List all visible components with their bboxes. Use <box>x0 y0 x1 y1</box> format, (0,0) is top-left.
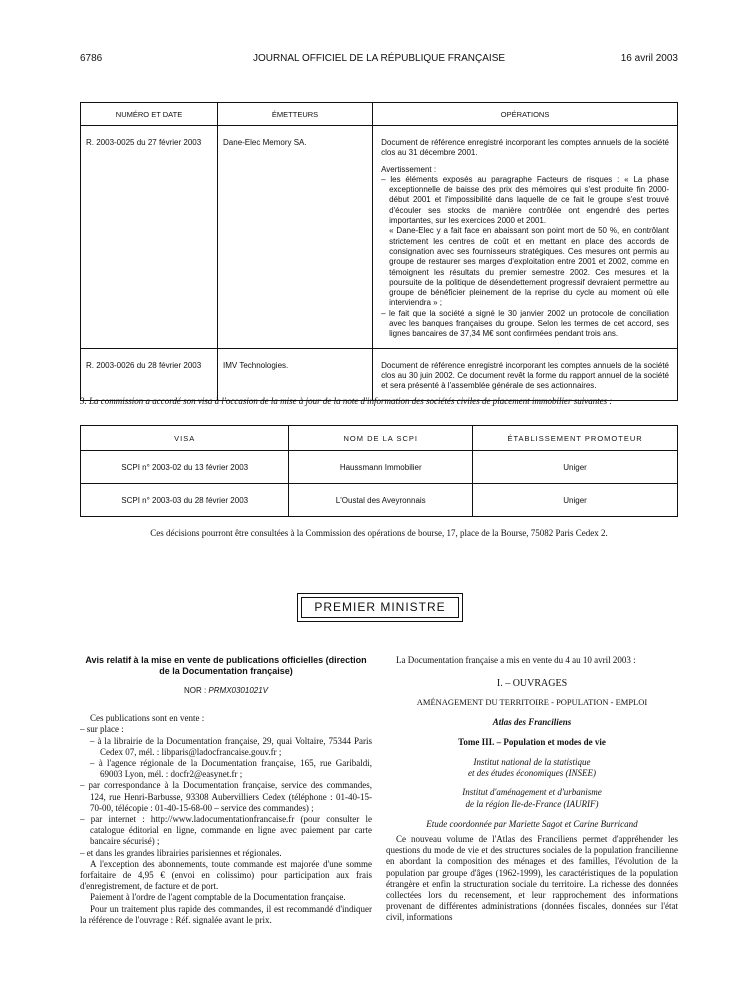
author-institution: Institut d'aménagement et d'urbanisme <box>462 787 602 798</box>
book-title: Atlas des Franciliens <box>492 716 572 727</box>
book-volume: Tome III. – Population et modes de vie <box>458 736 606 747</box>
col-header-operations: OPÉRATIONS <box>373 103 678 126</box>
cell-visa: SCPI n° 2003-03 du 28 février 2003 <box>81 484 289 517</box>
cell-operation: Document de référence enregistré incorporant les comptes annuels de la société clos au 30 juin 2002. Ce document revêt la forme du rapport annuel de la société et sera présenté à l'assemblée générale de ses actionnaires. <box>373 348 678 400</box>
decisions-paragraph: Ces décisions pourront être consultées à la Commission des opérations de bourse, 17, place de la Bourse, 75082 Paris Cedex 2. <box>150 528 608 538</box>
left-column <box>80 655 372 926</box>
list-item: – par correspondance à la Documentation française, service des commandes, 124, rue Henri-Barbusse, 93308 Aubervilliers Cedex (téléphone : 01-40-15-70-00, télécopie : 01-40-15-68-00 – service des commandes) ; <box>80 780 372 813</box>
author-institution: de la région Ile-de-France (IAURIF) <box>465 798 599 809</box>
nor-code: PRMX0301021V <box>208 686 269 695</box>
author-institution: Institut national de la statistique <box>473 757 591 768</box>
scpi-table <box>80 425 678 517</box>
op-intro: Document de référence enregistré incorporant les comptes annuels de la société clos au 31 décembre 2001. <box>381 138 669 158</box>
table-header-row <box>81 426 678 451</box>
table-row <box>81 348 678 400</box>
issue-date: 16 avril 2003 <box>620 53 678 64</box>
nor-reference: NOR : PRMX0301021V <box>183 686 269 695</box>
coordination-credit: Etude coordonnée par Mariette Sagot et Carine Burricand <box>426 818 638 829</box>
paragraph: A l'exception des abonnements, toute commande est majorée d'une somme forfaitaire de 4,95 € (envoi en colissimo) pour participation aux frais d'enregistrement, de facture et de port. <box>80 858 372 892</box>
cell-numero: R. 2003-0026 du 28 février 2003 <box>81 348 218 400</box>
table-row <box>81 126 678 349</box>
section-title-box <box>297 593 463 622</box>
table-header-row <box>81 103 678 126</box>
cell-operation <box>373 126 678 349</box>
cell-nom: L'Oustal des Aveyronnais <box>289 484 473 517</box>
journal-title: JOURNAL OFFICIEL DE LA RÉPUBLIQUE FRANÇAISE <box>252 53 506 64</box>
table-row <box>81 484 678 517</box>
cell-nom: Haussmann Immobilier <box>289 451 473 484</box>
list-item: – et dans les grandes librairies parisiennes et régionales. <box>80 847 282 858</box>
cell-promoteur: Uniger <box>473 484 678 517</box>
paragraph: Ces publications sont en vente : <box>90 713 205 724</box>
right-column <box>386 655 678 924</box>
table-row <box>81 451 678 484</box>
operations-table <box>80 102 678 401</box>
col-header-emetteurs: ÉMETTEURS <box>218 103 373 126</box>
col-header-numero: NUMÉRO ET DATE <box>81 103 218 126</box>
cell-numero: R. 2003-0025 du 27 février 2003 <box>81 126 218 349</box>
subsection-heading: AMÉNAGEMENT DU TERRITOIRE - POPULATION - EMPLOI <box>416 697 648 708</box>
paragraph: La Documentation française a mis en vente du 4 au 10 avril 2003 : <box>396 655 636 665</box>
list-item: – à la librairie de la Documentation française, 29, quai Voltaire, 75344 Paris Cedex 07, mél. : libparis@ladocfrancaise.gouv.fr ; <box>90 735 372 757</box>
op-bullet: – le fait que la société a signé le 30 janvier 2002 un protocole de conciliation avec les banques françaises du groupe. Selon les termes de cet accord, ses lignes bancaires de 37,34 M€ sont confirmées pendant trois ans. <box>381 308 669 339</box>
paragraph: Paiement à l'ordre de l'agent comptable de la Documentation française. <box>90 892 346 903</box>
op-quote: « Dane-Elec y a fait face en abaissant son point mort de 50 %, en contrôlant strictement les centres de coût et en mettant en place des accords de consignation avec ses fournisseurs stratégiques. Ces mesures ont permis au groupe de restaurer ses marges d'exploitation entre 2001 et 2002, comme en témoignent les résultats du premier semestre 2002. Ces mesures et la poursuite de la politique de désendettement progressif devraient permettre au groupe de bénéficier pleinement de la reprise du cycle au moment où elle interviendra » ; <box>389 226 669 308</box>
list-item: – à l'agence régionale de la Documentation française, 165, rue Garibaldi, 69003 Lyon, mél. : docfr2@easynet.fr ; <box>90 758 372 780</box>
cell-emetteur: Dane-Elec Memory SA. <box>218 126 373 349</box>
author-institution: et des études économiques (INSEE) <box>468 768 596 779</box>
scpi-note: 3. La commission a accordé son visa à l'occasion de la mise à jour de la note d'information des sociétés civiles de placement immobilier suivantes : <box>80 396 613 406</box>
paragraph: Pour un traitement plus rapide des commandes, il est recommandé d'indiquer la référence de l'ouvrage : Réf. signalée avant le prix. <box>80 903 372 925</box>
cell-promoteur: Uniger <box>473 451 678 484</box>
op-bullet: – les éléments exposés au paragraphe Facteurs de risques : « La phase exceptionnelle de baisse des prix des mémoires qui s'est produite fin 2000-début 2001 et l'impossibilité dans laquelle de ce fait le groupe s'est trouvé d'écouler ses stocks de manière contrôlée ont engendré des pertes importantes, sur les exercices 2000 et 2001. <box>381 174 669 226</box>
col-header-visa: VISA <box>81 426 289 451</box>
list-item: – par internet : http://www.ladocumentationfrancaise.fr (pour consulter le catalogue éditorial en ligne, commande en ligne avec paiement par carte bancaire sécurisé) ; <box>80 814 372 847</box>
notice-title: Avis relatif à la mise en vente de publications officielles (direction de la Documentation française) <box>85 655 367 676</box>
list-item: – sur place : <box>80 724 124 735</box>
section-title: PREMIER MINISTRE <box>301 597 459 618</box>
col-header-nom: NOM DE LA SCPI <box>289 426 473 451</box>
page-header <box>80 53 678 67</box>
section-heading: I. – OUVRAGES <box>496 678 568 690</box>
cell-emetteur: IMV Technologies. <box>218 348 373 400</box>
cell-visa: SCPI n° 2003-02 du 13 février 2003 <box>81 451 289 484</box>
page-number: 6786 <box>80 53 103 64</box>
col-header-promoteur: ÉTABLISSEMENT PROMOTEUR <box>473 426 678 451</box>
book-description: Ce nouveau volume de l'Atlas des Franciliens permet d'appréhender les questions du mode de vie et des structures sociales de la population francilienne en abordant la composition des ménages et des familles, l'évolution de la population par groupe d'âges (1962-1999), les caractéristiques de la population étrangère et enfin la structuration sociale du territoire. La richesse des données collectées lors du recensement, et leur rapprochement des informations provenant de différentes administrations (données fiscales, données sur l'état civil, informations <box>386 834 678 923</box>
op-warning-label: Avertissement : <box>381 164 437 174</box>
